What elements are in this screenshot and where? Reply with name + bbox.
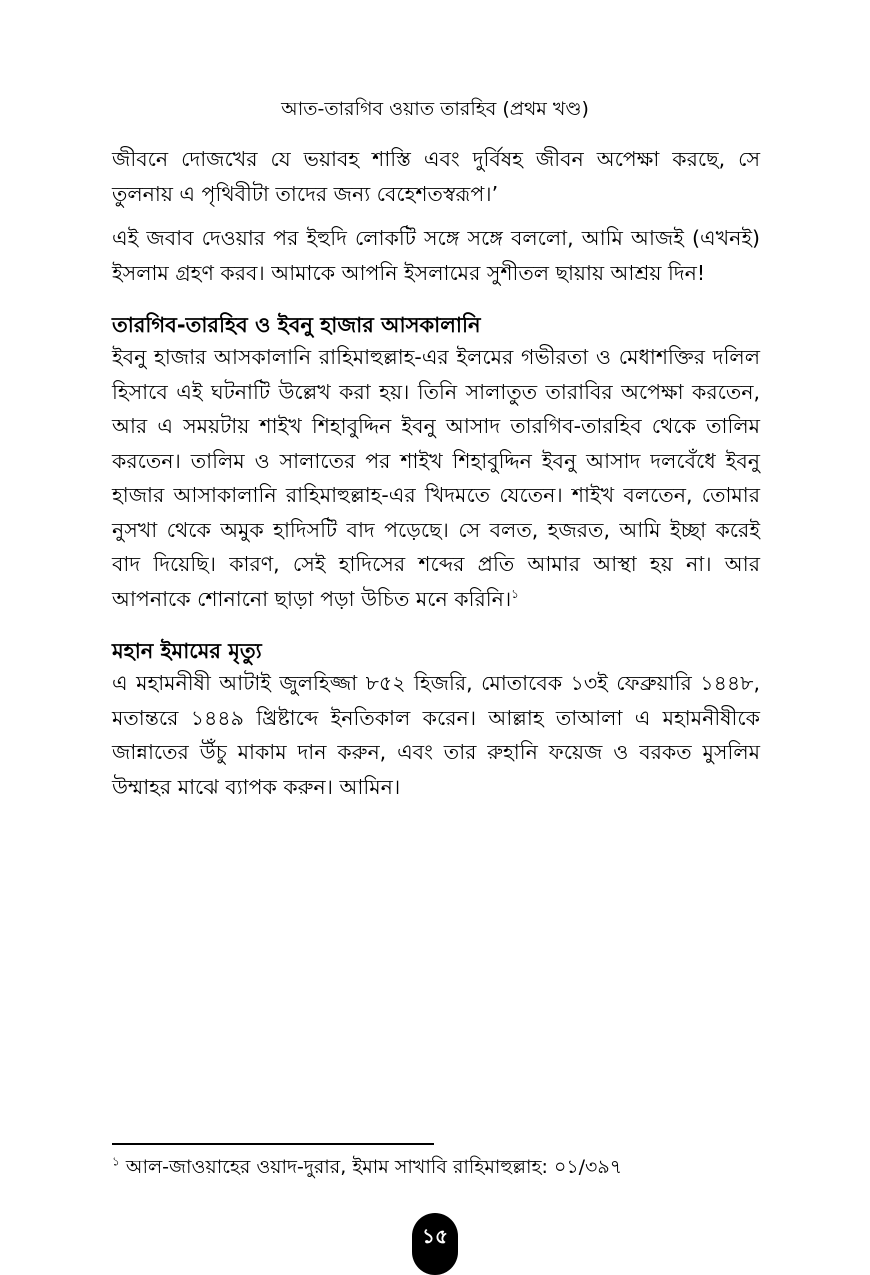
footnote-reference[interactable]: ১ xyxy=(511,586,519,601)
section-heading: তারগিব-তারহিব ও ইবনু হাজার আসকালানি xyxy=(112,313,481,337)
running-head: আত-তারগিব ওয়াত তারহিব (প্রথম খণ্ড) xyxy=(281,98,589,120)
page-number: ১৫ xyxy=(412,1213,458,1275)
section-text: ইবনু হাজার আসকালানি রাহিমাহুল্লাহ-এর ইলমের গভীরতা ও মেধাশক্তির দলিল হিসাবে এই ঘটনাটি উল্লেখ করা হয়। তিনি সালাতুত তারাবির অপেক্ষা করতেন, আর এ সময়টায় শাইখ শিহাবুদ্দিন ইবনু আসাদ তারগিব-তারহিব থেকে তালিম করতেন। তালিম ও সালাতের পর শাইখ শিহাবুদ্দিন ইবনু আসাদ দলবেঁধে ইবনু হাজার আসাকালানি রাহিমাহুল্লাহ-এর খিদমতে যেতেন। শাইখ বলতেন, তোমার নুসখা থেকে অমুক হাদিসটি বাদ পড়েছে। সে বলত, হজরত, আমি ইচ্ছা করেই বাদ দিয়েছি। কারণ, সেই হাদিসের শব্দের প্রতি আমার আস্থা হয় না। আর আপনাকে শোনানো ছাড়া পড়া উচিত মনে করিনি। xyxy=(112,345,760,611)
section-heading: মহান ইমামের মৃত্যু xyxy=(112,639,262,663)
paragraph: জীবনে দোজখের যে ভয়াবহ শাস্তি এবং দুর্বিষহ জীবন অপেক্ষা করছে, সে তুলনায় এ পৃথিবীটা তাদের জন্য বেহেশতস্বরূপ।’ xyxy=(112,147,760,206)
section-paragraph xyxy=(112,340,760,616)
footnote-text: আল-জাওয়াহের ওয়াদ-দুরার, ইমাম সাখাবি রাহিমাহুল্লাহ: ০১/৩৯৭ xyxy=(125,1156,623,1178)
paragraph: এই জবাব দেওয়ার পর ইহুদি লোকটি সঙ্গে সঙ্গে বললো, আমি আজই (এখনই) ইসলাম গ্রহণ করব। আমাকে আপনি ইসলামের সুশীতল ছায়ায় আশ্রয় দিন! xyxy=(112,226,760,285)
footnote-mark: ১ xyxy=(112,1154,120,1169)
section-paragraph: এ মহামনীষী আটাই জুলহিজ্জা ৮৫২ হিজরি, মোতাবেক ১৩ই ফেব্রুয়ারি ১৪৪৮, মতান্তরে ১৪৪৯ খ্রিষ্টাব্দে ইনতিকাল করেন। আল্লাহ তাআলা এ মহামনীষীকে জান্নাতের উঁচু মাকাম দান করুন, এবং তার রুহানি ফয়েজ ও বরকত মুসলিম উম্মাহর মাঝে ব্যাপক করুন। আমিন। xyxy=(112,671,760,799)
footnote xyxy=(112,1153,760,1181)
footnote-divider xyxy=(112,1143,434,1145)
page-body xyxy=(112,142,760,814)
